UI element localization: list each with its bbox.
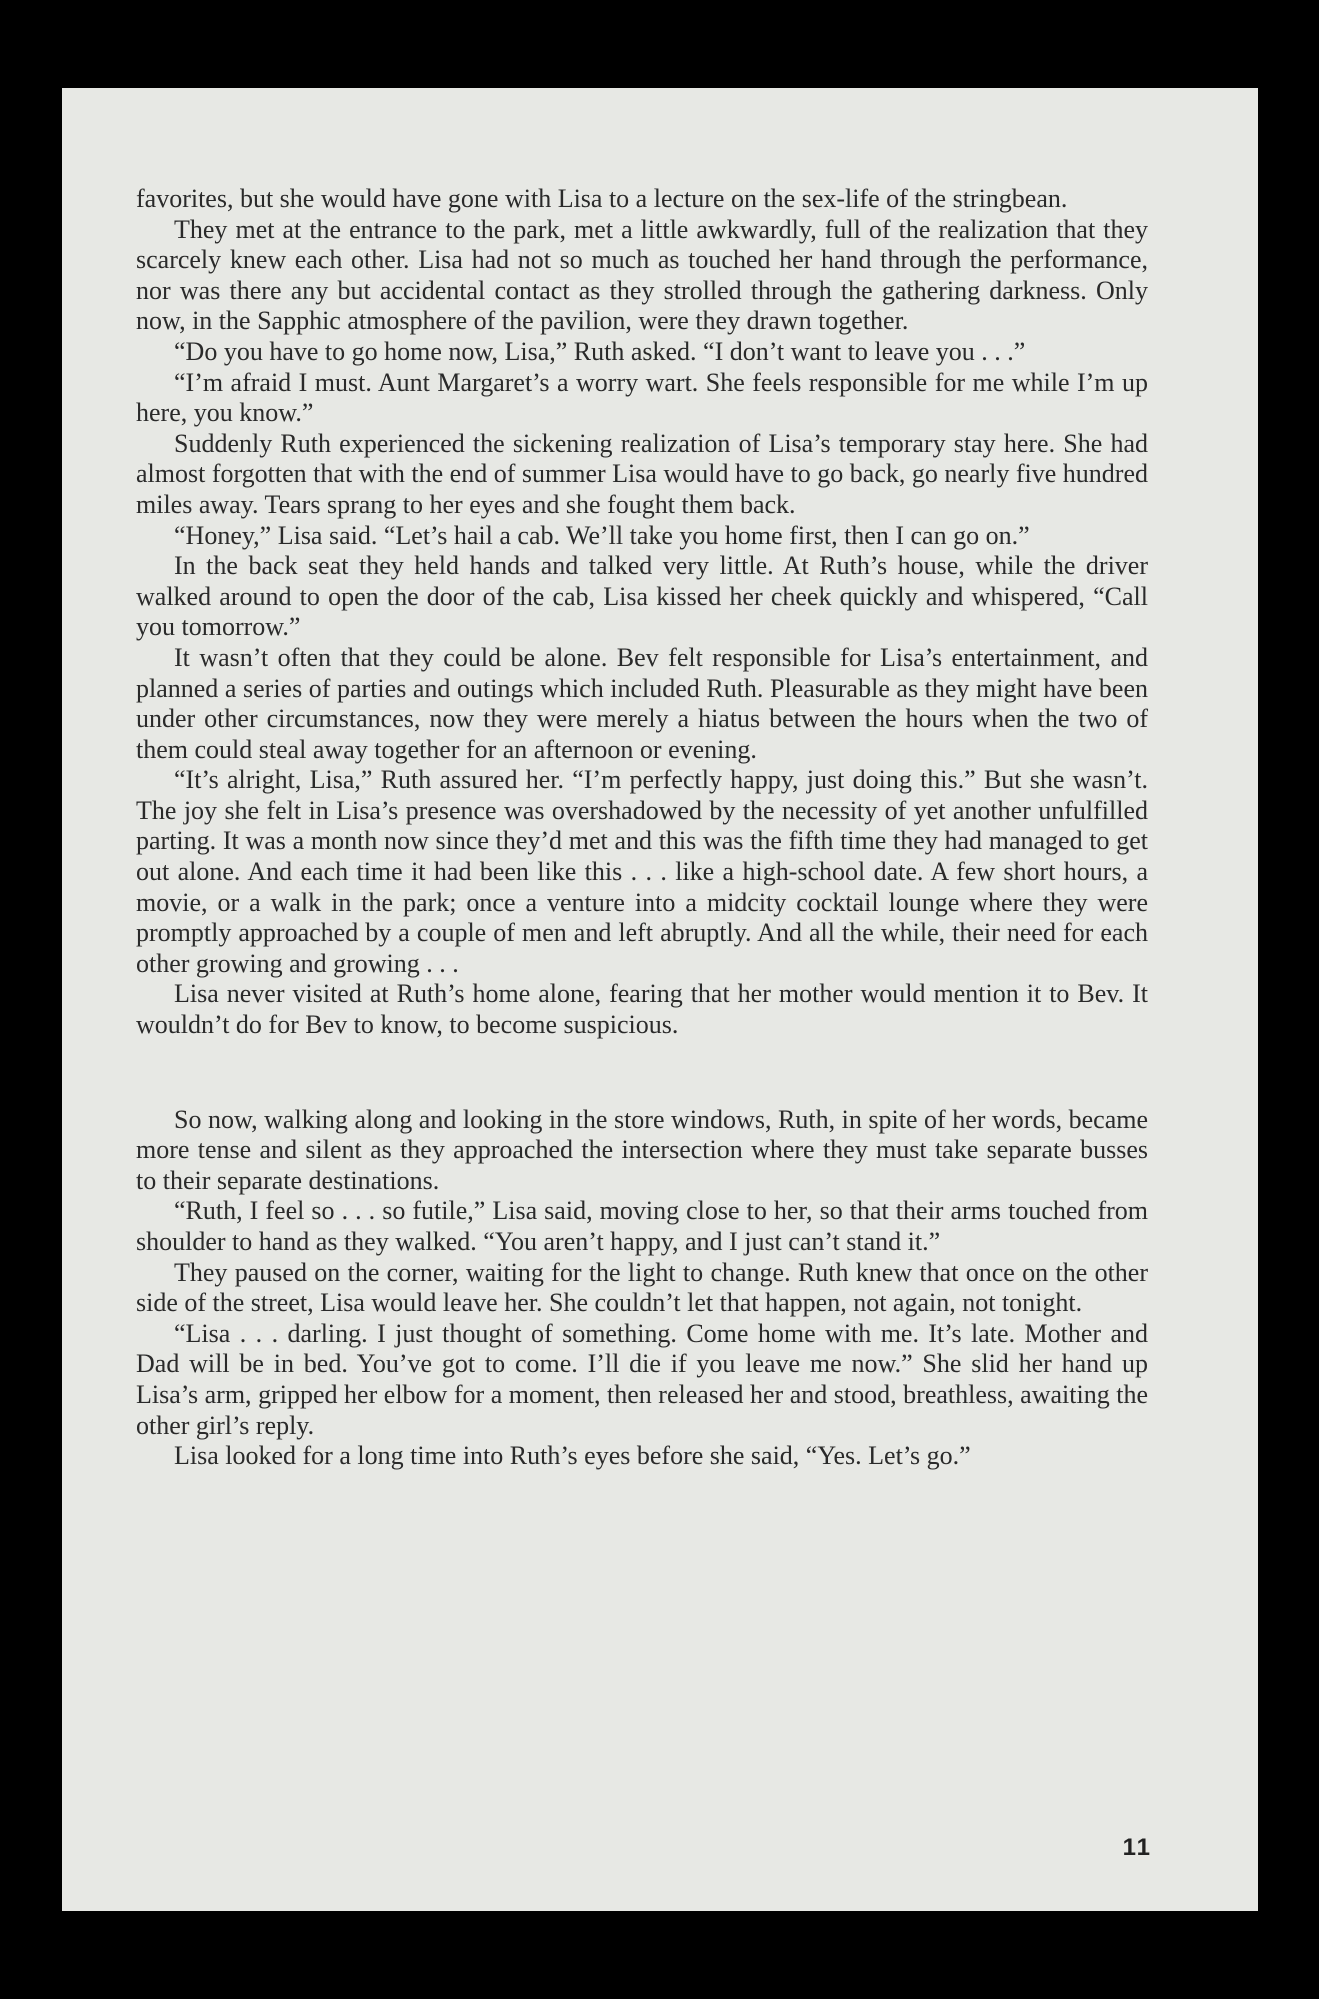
page-number: 11 [1122,1834,1152,1861]
paragraph: Suddenly Ruth experienced the sickening realization of Lisa’s temporary stay here. She had almost forgotten that with the end of summer Lisa would have to go back, go nearly five hundred miles away. Tears sprang to her eyes and she fought them back. [136,428,1148,519]
paragraph: “It’s alright, Lisa,” Ruth assured her. “I’m perfectly happy, just doing this.” But she wasn’t. The joy she felt in Lisa’s presence was overshadowed by the necessity of yet another unfulfilled parting. It was a month now since they’d met and this was the fifth time they had managed to get out alone. And each time it had been like this . . . like a high-school date. A few short hours, a movie, or a walk in the park; once a venture into a midcity cocktail lounge where they were promptly approached by a couple of men and left abruptly. And all the while, their need for each other growing and growing . . . [136,765,1148,978]
paragraph: “Honey,” Lisa said. “Let’s hail a cab. We’ll take you home first, then I can go on.” [174,520,1030,550]
paragraph: “Ruth, I feel so . . . so futile,” Lisa said, moving close to her, so that their arms touched from shoulder to hand as they walked. “You aren’t happy, and I just can’t stand it.” [136,1196,1148,1256]
paragraph: “Lisa . . . darling. I just thought of something. Come home with me. It’s late. Mother and Dad will be in bed. You’ve got to come. I’ll die if you leave me now.” She slid her hand up Lisa’s arm, gripped her elbow for a moment, then released her and stood, breathless, awaiting the other girl’s reply. [136,1318,1148,1440]
section-break [136,1041,1148,1105]
book-page [62,88,1258,1911]
paragraph: It wasn’t often that they could be alone. Bev felt responsible for Lisa’s entertainment, and planned a series of parties and outings which included Ruth. Pleasurable as they might have been under other circumstances, now they were merely a hiatus between the hours when the two of them could steal away together for an afternoon or evening. [136,642,1148,764]
body-text [136,184,1148,1472]
paragraph: “I’m afraid I must. Aunt Margaret’s a worry wart. She feels responsible for me while I’m up here, you know.” [136,367,1148,428]
paragraph: Lisa looked for a long time into Ruth’s eyes before she said, “Yes. Let’s go.” [174,1441,971,1471]
paragraph: Lisa never visited at Ruth’s home alone, fearing that her mother would mention it to Bev. It wouldn’t do for Bev to know, to become suspicious. [136,979,1148,1040]
paragraph: In the back seat they held hands and talked very little. At Ruth’s house, while the driver walked around to open the door of the cab, Lisa kissed her cheek quickly and whispered, “Call you tomorrow.” [136,551,1148,642]
paragraph: So now, walking along and looking in the store windows, Ruth, in spite of her words, became more tense and silent as they approached the intersection where they must take separate busses to their separate destinations. [136,1104,1148,1195]
paragraph: favorites, but she would have gone with Lisa to a lecture on the sex-life of the stringbean. [136,184,1068,213]
paragraph: They paused on the corner, waiting for the light to change. Ruth knew that once on the other side of the street, Lisa would leave her. She couldn’t let that happen, not again, not tonight. [136,1257,1148,1318]
paragraph: “Do you have to go home now, Lisa,” Ruth asked. “I don’t want to leave you . . .” [174,336,1026,366]
paragraph: They met at the entrance to the park, met a little awkwardly, full of the realization that they scarcely knew each other. Lisa had not so much as touched her hand through the performance, nor was there any but accidental contact as they strolled through the gathering darkness. Only now, in the Sapphic atmosphere of the pavilion, were they drawn together. [136,214,1148,336]
